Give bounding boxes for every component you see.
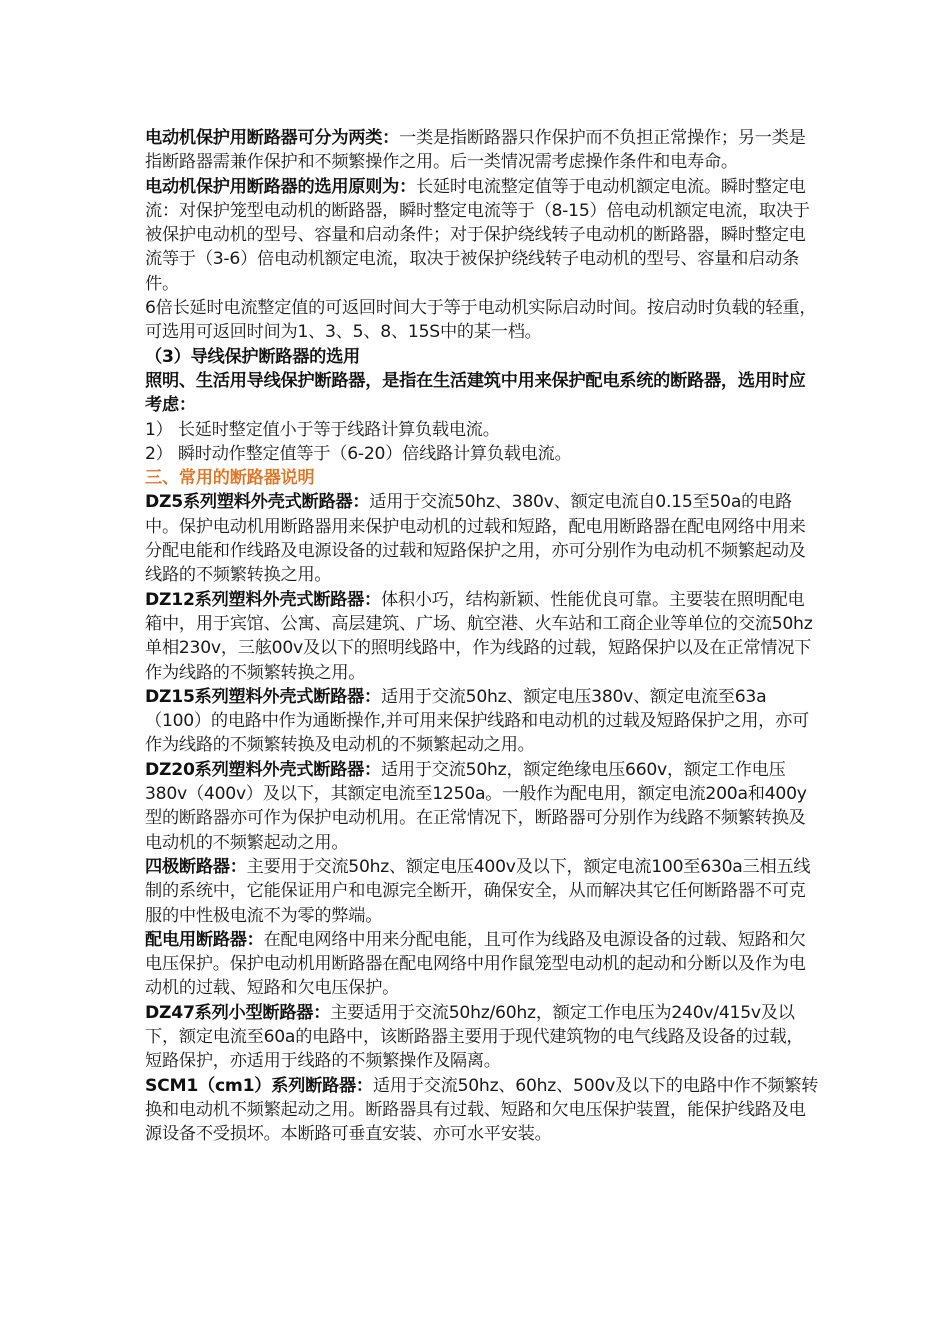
document-body [145,126,820,1146]
bold-lead: 四极断路器： [145,856,247,877]
bold-lead: DZ12系列塑料外壳式断路器： [145,589,381,610]
paragraph-text: 长延时电流整定值等于电动机额定电流。瞬时整定电流：对保护笼型电动机的断路器，瞬时整定电流等于（8-15）倍电动机额定电流，取决于被保护电动机的型号、容量和启动条件；对于保护绕线转子电动机的断路器，瞬时整定电流等于（3-6）倍电动机额定电流，取决于被保护绕线转子电动机的型号、容量和启动条件。 [145,176,810,294]
paragraph-text: 在配电网络中用来分配电能，且可作为线路及电源设备的过载、短路和欠电压保护。保护电动机用断路器在配电网络中用作鼠笼型电动机的起动和分断以及作为电动机的过载、短路和欠电压保护。 [145,929,806,999]
paragraph-return-time [145,296,820,345]
breaker-item-dz12 [145,588,820,685]
breaker-item-dz15 [145,685,820,758]
subheading-wire-protection: （3）导线保护断路器的选用 [145,346,360,367]
paragraph-wire-breaker [145,369,820,418]
bold-lead: 照明、生活用导线保护断路器，是指在生活建筑中用来保护配电系统的断路器，选用时应考虑： [145,370,806,416]
breaker-item-dz5 [145,490,820,587]
bold-lead: DZ47系列小型断路器： [145,1002,331,1023]
paragraph-text: 适用于交流50hz、60hz、500v及以下的电路中作不频繁转换和电动机不频繁起动之用。断路器具有过载、短路和欠电压保护装置，能保护线路及电源设备不受损坏。本断路可垂直安装、亦可水平安装。 [145,1075,819,1145]
paragraph-motor-breaker-principles [145,175,820,296]
paragraph-text: 体积小巧，结构新颖、性能优良可靠。主要装在照明配电箱中，用于宾馆、公寓、高层建筑、广场、航空港、火车站和工商企业等单位的交流50hz单相230v，三舷00v及以下的照明线路中，作为线路的过载，短路保护以及在正常情况下作为线路的不频繁转换之用。 [145,589,813,683]
paragraph-text: 适用于交流50hz、额定电压380v、额定电流至63a（100）的电路中作为通断操作,并可用来保护线路和电动机的过载及短路保护之用，亦可作为线路的不频繁转换及电动机的不频繁起动之用。 [145,686,809,756]
list-item: 2） 瞬时动作整定值等于（6-20）倍线路计算负载电流。 [145,443,572,464]
bold-lead: 电动机保护用断路器可分为两类： [145,128,400,148]
breaker-item-four-pole [145,855,820,928]
bold-lead: DZ15系列塑料外壳式断路器： [145,686,381,707]
breaker-item-distribution [145,928,820,1001]
paragraph-text: 适用于交流50hz、380v、额定电流自0.15至50a的电路中。保护电动机用断路器用来保护电动机的过载和短路，配电用断路器在配电网络中用来分配电能和作线路及电源设备的过载和短路保护之用，亦可分别作为电动机不频繁起动及线路的不频繁转换之用。 [145,492,806,586]
paragraph-text: 主要适用于交流50hz/60hz，额定工作电压为240v/415v及以下，额定电流至60a的电路中，该断路器主要用于现代建筑物的电气线路及设备的过载，短路保护，亦适用于线路的不频繁操作及隔离。 [145,1002,804,1072]
breaker-item-dz20 [145,758,820,855]
bold-lead: SCM1（cm1）系列断路器： [145,1075,373,1096]
paragraph-motor-breaker-types [145,126,820,175]
bold-lead: 电动机保护用断路器的选用原则为： [145,176,417,197]
breaker-item-scm1 [145,1074,820,1147]
paragraph-text: 6倍长延时电流整定值的可返回时间大于等于电动机实际启动时间。按启动时负载的轻重，可选用可返回时间为1、3、5、8、15S中的某一档。 [145,298,817,343]
paragraph-text: 一类是指断路器只作保护而不负担正常操作；另一类是指断路器需兼作保护和不频繁操作之用。后一类情况需考虑操作条件和电寿命。 [145,128,806,173]
breaker-item-dz47 [145,1001,820,1074]
list-item: 1） 长延时整定值小于等于线路计算负载电流。 [145,419,500,440]
bold-lead: 配电用断路器： [145,929,264,950]
paragraph-text: 主要用于交流50hz、额定电压400v及以下，额定电流100至630a三相五线制的系统中，它能保证用户和电源完全断开，确保安全，从而解决其它任何断路器不可克服的中性极电流不为零的弊端。 [145,856,811,926]
bold-lead: DZ5系列塑料外壳式断路器： [145,492,370,513]
section-heading: 三、常用的断路器说明 [145,468,315,489]
bold-lead: DZ20系列塑料外壳式断路器： [145,759,381,780]
paragraph-text: 适用于交流50hz，额定绝缘电压660v，额定工作电压380v（400v）及以下，其额定电流至1250a。一般作为配电用，额定电流200a和400y型的断路器亦可作为保护电动机用。在正常情况下，断路器可分别作为线路不频繁转换及电动机的不频繁起动之用。 [145,759,807,853]
